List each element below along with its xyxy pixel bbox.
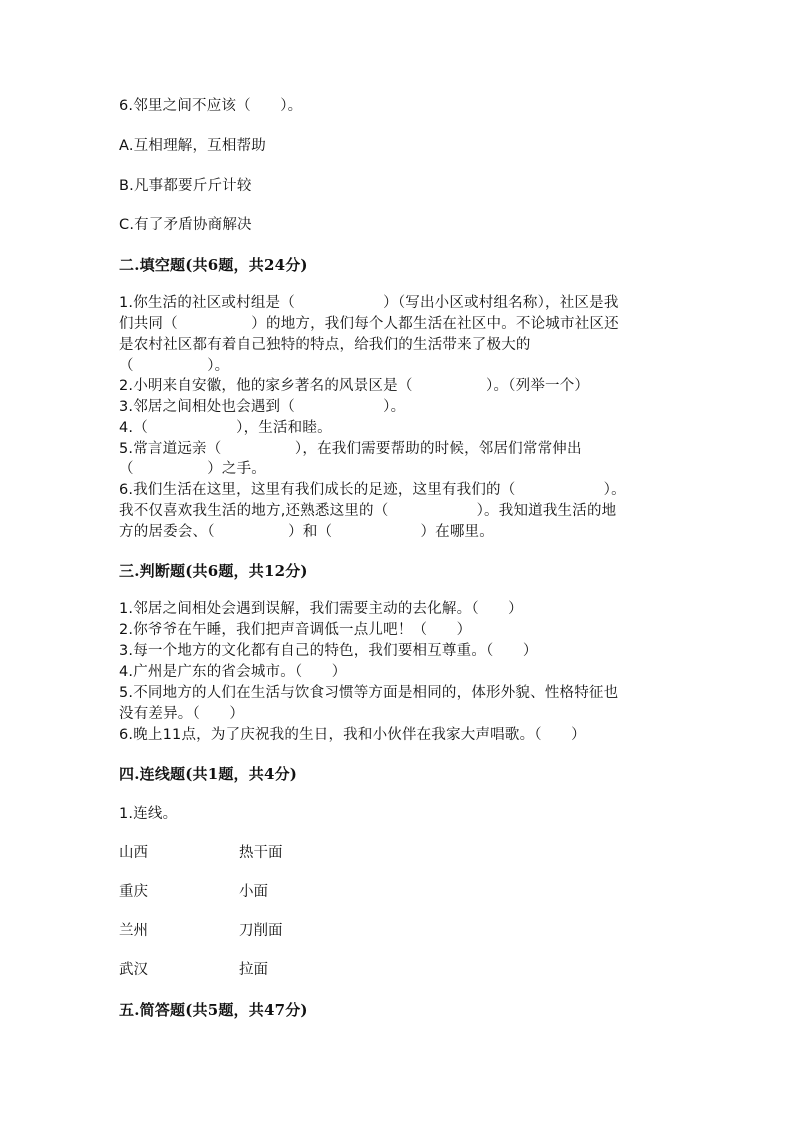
fill-blank-line: 3.邻居之间相处也会遇到（ ）。: [119, 399, 406, 415]
true-false-line: 6.晚上11点，为了庆祝我的生日，我和小伙伴在我家大声唱歌。（ ）: [119, 727, 586, 743]
true-false-line: 3.每一个地方的文化都有自己的特色，我们要相互尊重。（ ）: [119, 643, 538, 659]
fill-blank-line: 们共同（ ）的地方，我们每个人都生活在社区中。不论城市社区还: [119, 316, 619, 332]
fill-blank-line: （ ）之手。: [119, 461, 266, 477]
section-heading-fill-blank: 二.填空题(共6题，共24分): [119, 256, 308, 274]
matching-question: 1.连线。: [119, 806, 178, 822]
matching-right-item: 拉面: [239, 962, 268, 978]
section-heading-true-false: 三.判断题(共6题，共12分): [119, 562, 308, 580]
fill-blank-line: 6.我们生活在这里，这里有我们成长的足迹，这里有我们的（ ）。: [119, 482, 626, 498]
matching-left-item: 重庆: [119, 884, 148, 900]
fill-blank-line: 1.你生活的社区或村组是（ ）（写出小区或村组名称），社区是我: [119, 295, 619, 311]
true-false-line: 没有差异。（ ）: [119, 706, 245, 722]
true-false-line: 1.邻居之间相处会遇到误解，我们需要主动的去化解。（ ）: [119, 601, 523, 617]
section-heading-short-answer: 五.简答题(共5题，共47分): [119, 1001, 308, 1019]
fill-blank-line: 我不仅喜欢我生活的地方,还熟悉这里的（ ）。我知道我生活的地: [119, 503, 617, 519]
fill-blank-line: 4.（ ），生活和睦。: [119, 420, 332, 436]
fill-blank-line: （ ）。: [119, 358, 230, 374]
fill-blank-line: 方的居委会、（ ）和（ ）在哪里。: [119, 524, 494, 540]
matching-left-item: 山西: [119, 845, 148, 861]
true-false-line: 5.不同地方的人们在生活与饮食习惯等方面是相同的，体形外貌、性格特征也: [119, 685, 619, 701]
fill-blank-line: 2.小明来自安徽，他的家乡著名的风景区是（ ）。（列举一个）: [119, 378, 590, 394]
fill-blank-line: 是农村社区都有着自己独特的特点，给我们的生活带来了极大的: [119, 337, 531, 353]
mc-option-a: A.互相理解，互相帮助: [119, 138, 266, 154]
mc-option-b: B.凡事都要斤斤计较: [119, 178, 252, 194]
mc-option-c: C.有了矛盾协商解决: [119, 217, 252, 233]
matching-right-item: 刀削面: [239, 923, 283, 939]
true-false-line: 2.你爷爷在午睡，我们把声音调低一点儿吧！（ ）: [119, 622, 472, 638]
matching-right-item: 热干面: [239, 845, 283, 861]
true-false-line: 4.广州是广东的省会城市。（ ）: [119, 664, 347, 680]
matching-right-item: 小面: [239, 884, 268, 900]
section-heading-matching: 四.连线题(共1题，共4分): [119, 765, 298, 783]
matching-left-item: 武汉: [119, 962, 148, 978]
matching-left-item: 兰州: [119, 923, 148, 939]
fill-blank-line: 5.常言道远亲（ ），在我们需要帮助的时候，邻居们常常伸出: [119, 441, 582, 457]
mc-question-6: 6.邻里之间不应该（ ）。: [119, 98, 303, 114]
